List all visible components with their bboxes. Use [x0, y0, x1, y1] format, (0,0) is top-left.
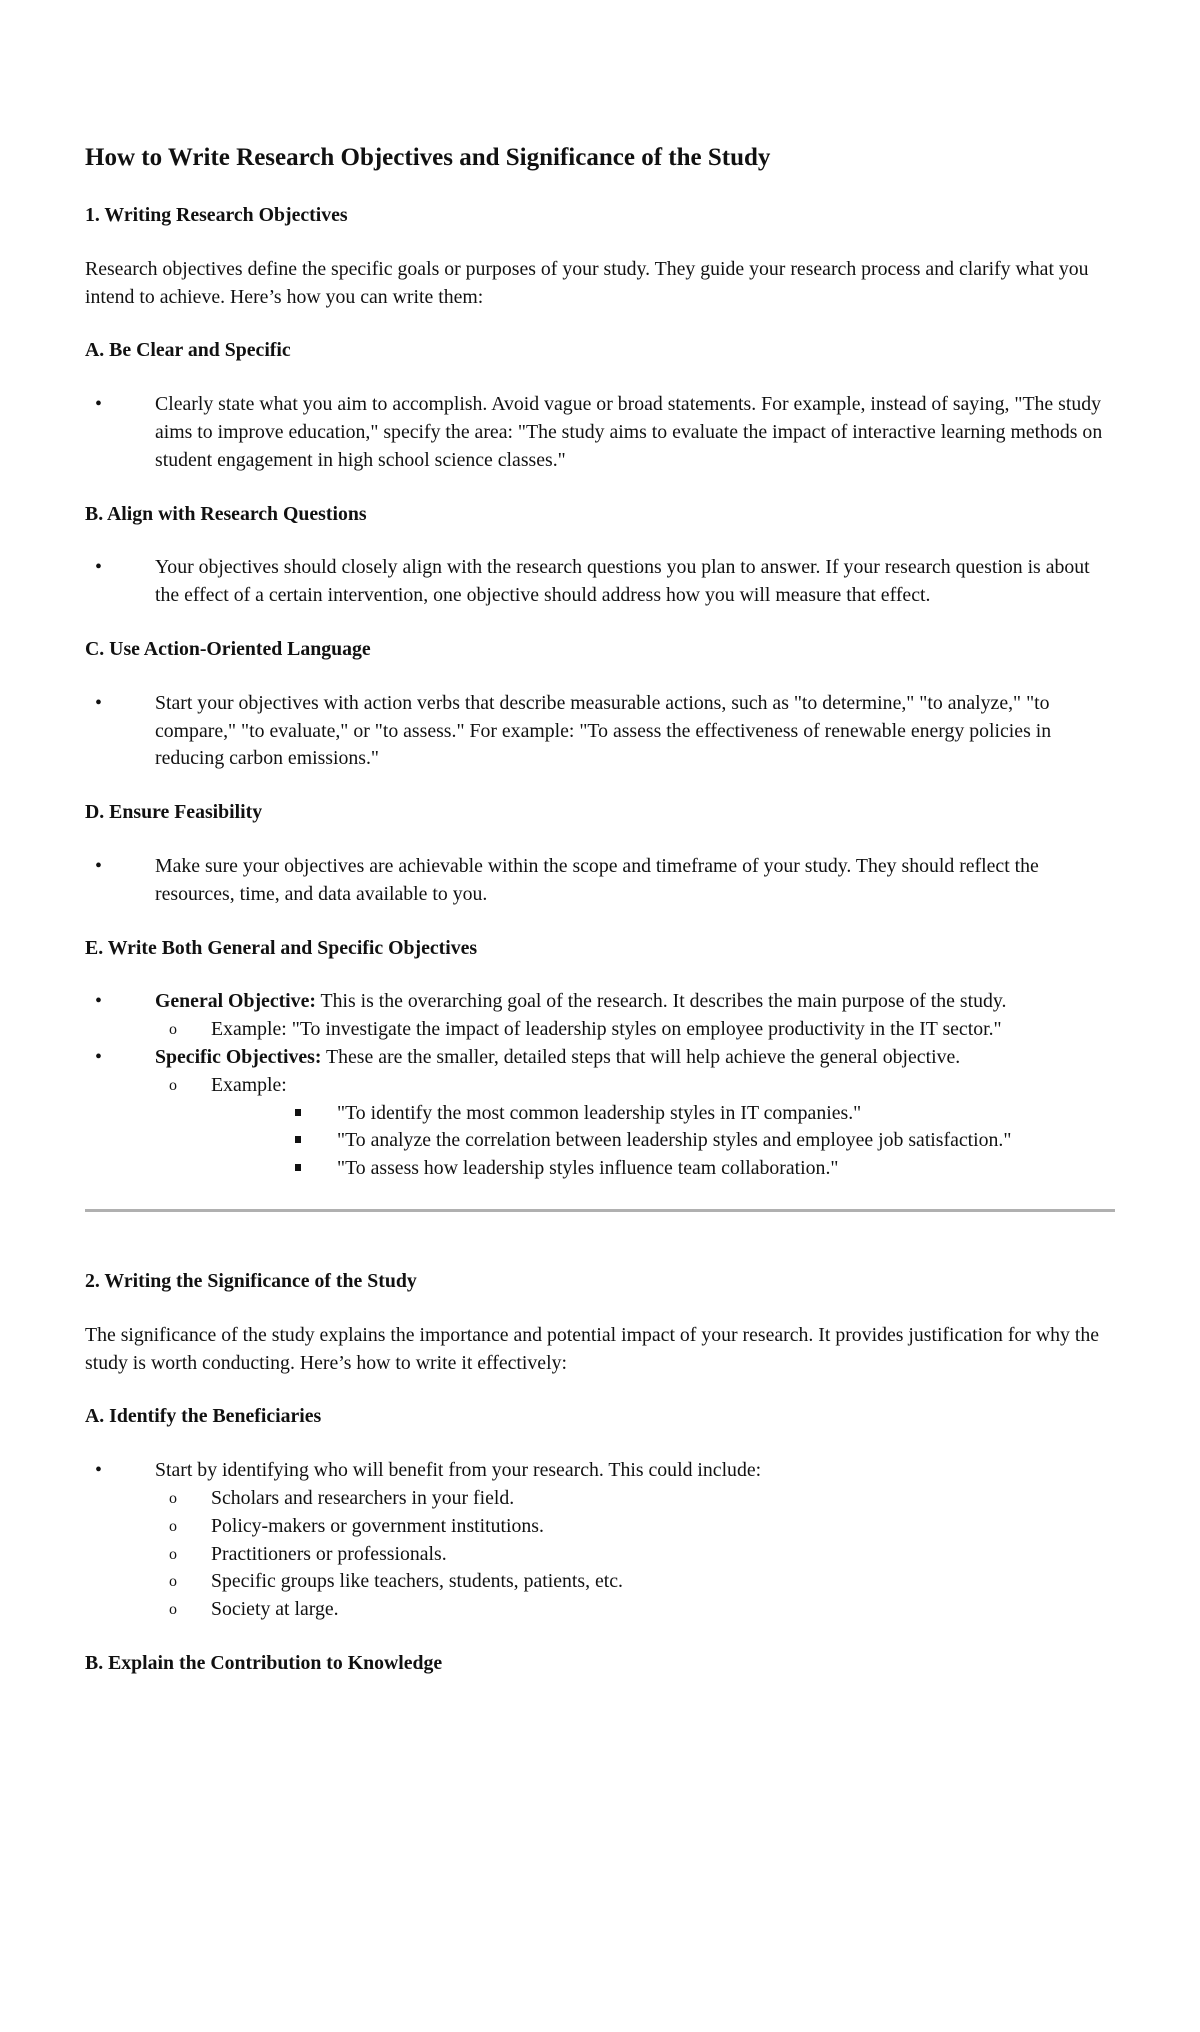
- section-heading: 1. Writing Research Objectives: [85, 204, 348, 226]
- subsection-heading: A. Identify the Beneficiaries: [85, 1405, 322, 1428]
- subsection-heading: E. Write Both General and Specific Objectives: [85, 936, 478, 959]
- section-heading: 2. Writing the Significance of the Study: [85, 1269, 417, 1292]
- circle-bullet-icon: o: [169, 1545, 177, 1563]
- list-item-text: Society at large.: [211, 1598, 339, 1621]
- bullet-icon: •: [95, 854, 102, 877]
- list-item-label: General Objective:: [155, 990, 316, 1013]
- sub-list-item: [155, 1513, 1115, 1541]
- sub-sub-list: [281, 1100, 1115, 1183]
- list-item: [85, 1457, 1115, 1485]
- sub-list-item: [155, 1596, 1115, 1624]
- list-item-text: Example: "To investigate the impact of leadership styles on employee productivity in the IT sector.": [211, 1018, 1002, 1041]
- list-item-text: These are the smaller, detailed steps that will help achieve the general objective.: [321, 1045, 961, 1068]
- bullet-list: [85, 391, 1115, 474]
- list-item-text: Clearly state what you aim to accomplish. Avoid vague or broad statements. For example, instead of saying, "The study aims to improve education," specify the area: "The study aims to evaluate the impact of interactive learning methods on student engagement in high school science classes.": [155, 393, 1103, 471]
- subsection-heading: C. Use Action-Oriented Language: [85, 637, 371, 660]
- sub-list: [155, 1072, 1115, 1183]
- list-item-text: Your objectives should closely align with the research questions you plan to answer. If your research question is about the effect of a certain intervention, one objective should address how you will measure that effect.: [155, 556, 1090, 607]
- sub-list: [155, 1485, 1115, 1624]
- sub-sub-list-item: [281, 1127, 1115, 1155]
- circle-bullet-icon: o: [169, 1076, 177, 1094]
- bullet-list: [85, 853, 1115, 909]
- list-item: [85, 1044, 1115, 1072]
- list-item: [85, 853, 1115, 909]
- bullet-list: [85, 1457, 1115, 1624]
- list-item-text: Policy-makers or government institutions.: [211, 1514, 544, 1537]
- square-bullet-icon: [295, 1136, 301, 1143]
- paragraph: The significance of the study explains the importance and potential impact of your research. It provides justification for why the study is worth conducting. Here’s how to write it effectively:: [85, 1323, 1100, 1374]
- list-item-text: Practitioners or professionals.: [211, 1542, 447, 1565]
- list-item-label: Specific Objectives:: [155, 1045, 322, 1068]
- bullet-icon: •: [95, 556, 102, 579]
- document-page: [85, 142, 1115, 1704]
- square-bullet-icon: [295, 1164, 301, 1171]
- list-item-text: Start by identifying who will benefit from your research. This could include:: [155, 1459, 762, 1482]
- bullet-list: [85, 554, 1115, 610]
- bullet-icon: •: [95, 1459, 102, 1482]
- sub-list-item: [155, 1016, 1115, 1044]
- list-item-text: Make sure your objectives are achievable within the scope and timeframe of your study. They should reflect the resources, time, and data available to you.: [155, 854, 1039, 905]
- list-item-text: Example:: [211, 1073, 287, 1096]
- bullet-icon: •: [95, 691, 102, 714]
- circle-bullet-icon: o: [169, 1021, 177, 1039]
- list-item-text: Start your objectives with action verbs that describe measurable actions, such as "to determine," "to analyze," "to compare," "to evaluate," or "to assess." For example: "To assess the effectiveness of renewable energy policies in reducing carbon emissions.": [155, 691, 1052, 770]
- sub-list: [155, 1016, 1115, 1044]
- sub-list-item: [155, 1541, 1115, 1569]
- bullet-list: [85, 988, 1115, 1183]
- bullet-icon: •: [95, 990, 102, 1013]
- sub-list-item: [155, 1485, 1115, 1513]
- sub-sub-list-item: [281, 1100, 1115, 1128]
- list-item-text: Scholars and researchers in your field.: [211, 1486, 515, 1509]
- subsection-heading: D. Ensure Feasibility: [85, 801, 263, 824]
- list-item: [85, 988, 1115, 1016]
- list-item-text: "To assess how leadership styles influence team collaboration.": [337, 1157, 839, 1180]
- list-item-text: "To analyze the correlation between leadership styles and employee job satisfaction.": [337, 1129, 1012, 1152]
- sub-sub-list-item: [281, 1155, 1115, 1183]
- sub-list-item: [155, 1568, 1115, 1596]
- paragraph: Research objectives define the specific goals or purposes of your study. They guide your research process and clarify what you intend to achieve. Here’s how you can write them:: [85, 257, 1089, 308]
- circle-bullet-icon: o: [169, 1601, 177, 1619]
- sub-list-item: [155, 1072, 1115, 1100]
- document-title: How to Write Research Objectives and Significance of the Study: [85, 144, 771, 171]
- subsection-heading: B. Align with Research Questions: [85, 502, 367, 525]
- subsection-heading: B. Explain the Contribution to Knowledge: [85, 1651, 443, 1674]
- subsection-heading: A. Be Clear and Specific: [85, 339, 291, 362]
- list-item: [85, 690, 1115, 773]
- bullet-list: [85, 690, 1115, 773]
- list-item-text: "To identify the most common leadership styles in IT companies.": [337, 1101, 862, 1124]
- circle-bullet-icon: o: [169, 1573, 177, 1591]
- circle-bullet-icon: o: [169, 1489, 177, 1507]
- list-item-text: Specific groups like teachers, students, patients, etc.: [211, 1570, 623, 1593]
- horizontal-divider: [85, 1209, 1115, 1212]
- list-item-text: This is the overarching goal of the research. It describes the main purpose of the study.: [315, 990, 1007, 1013]
- list-item: [85, 554, 1115, 610]
- list-item: [85, 391, 1115, 474]
- circle-bullet-icon: o: [169, 1517, 177, 1535]
- bullet-icon: •: [95, 393, 102, 416]
- bullet-icon: •: [95, 1045, 102, 1068]
- square-bullet-icon: [295, 1109, 301, 1116]
